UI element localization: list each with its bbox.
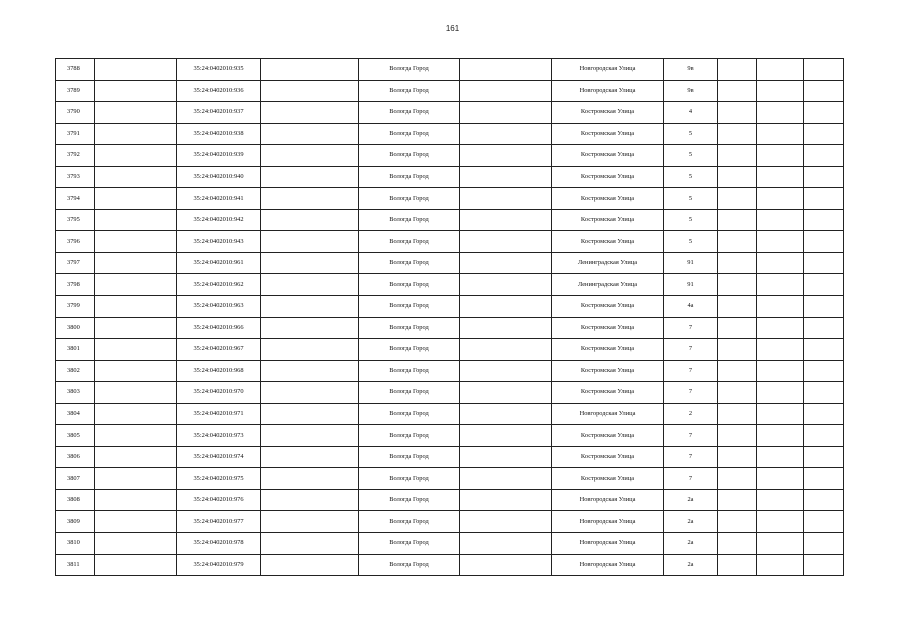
cell-empty [718,296,757,318]
cell-empty [757,360,804,382]
cell-empty [460,59,552,81]
page-number: 161 [445,24,460,33]
cell-empty [718,511,757,533]
cell-empty [757,252,804,274]
cell-house-number: 5 [664,188,718,210]
cell-house-number: 2 [664,403,718,425]
cell-empty [95,80,177,102]
cell-empty [95,59,177,81]
cell-city: Вологда Город [359,317,460,339]
cell-empty [718,80,757,102]
cell-cadastral-number: 35:24:0402010:979 [177,554,261,576]
cell-empty [757,468,804,490]
cell-street: Новгородская Улица [552,59,664,81]
cell-empty [261,145,359,167]
cell-record-number: 3803 [56,382,95,404]
cell-empty [460,382,552,404]
cell-empty [460,80,552,102]
cell-empty [261,382,359,404]
cell-house-number: 7 [664,317,718,339]
cell-empty [261,425,359,447]
table-row [56,166,844,188]
cell-empty [757,425,804,447]
cell-record-number: 3800 [56,317,95,339]
cell-empty [757,296,804,318]
cell-empty [261,209,359,231]
cell-empty [804,252,844,274]
cell-empty [460,188,552,210]
cell-empty [757,446,804,468]
cell-empty [261,80,359,102]
cell-empty [95,554,177,576]
table-row [56,209,844,231]
cell-cadastral-number: 35:24:0402010:962 [177,274,261,296]
cell-empty [460,425,552,447]
cell-empty [261,252,359,274]
cell-empty [718,489,757,511]
cell-empty [95,511,177,533]
cell-cadastral-number: 35:24:0402010:978 [177,533,261,555]
cell-record-number: 3799 [56,296,95,318]
cell-cadastral-number: 35:24:0402010:970 [177,382,261,404]
cell-empty [718,533,757,555]
cell-city: Вологда Город [359,382,460,404]
cell-record-number: 3806 [56,446,95,468]
cell-cadastral-number: 35:24:0402010:973 [177,425,261,447]
cell-house-number: 7 [664,468,718,490]
cell-house-number: 9в [664,59,718,81]
cell-street: Новгородская Улица [552,80,664,102]
table-row [56,425,844,447]
cell-city: Вологда Город [359,252,460,274]
cell-empty [804,533,844,555]
cell-empty [460,231,552,253]
cell-empty [804,425,844,447]
cell-empty [804,296,844,318]
cell-empty [460,166,552,188]
cell-house-number: 4а [664,296,718,318]
cell-empty [757,123,804,145]
cell-empty [718,382,757,404]
cell-cadastral-number: 35:24:0402010:939 [177,145,261,167]
cell-empty [804,123,844,145]
cell-house-number: 2а [664,511,718,533]
cell-empty [95,209,177,231]
cell-cadastral-number: 35:24:0402010:967 [177,339,261,361]
cell-empty [804,446,844,468]
cell-house-number: 91 [664,252,718,274]
cell-empty [757,231,804,253]
cell-empty [95,145,177,167]
cell-empty [261,274,359,296]
cell-city: Вологда Город [359,145,460,167]
cell-empty [261,166,359,188]
cell-record-number: 3794 [56,188,95,210]
cell-house-number: 9в [664,80,718,102]
cell-empty [718,145,757,167]
cell-city: Вологда Город [359,166,460,188]
cell-city: Вологда Город [359,209,460,231]
cell-empty [95,296,177,318]
cell-cadastral-number: 35:24:0402010:971 [177,403,261,425]
cell-empty [757,166,804,188]
cell-empty [804,59,844,81]
cell-empty [261,360,359,382]
cell-empty [718,188,757,210]
cell-empty [261,446,359,468]
cell-empty [757,511,804,533]
cell-empty [757,209,804,231]
cell-empty [718,554,757,576]
cell-empty [261,468,359,490]
cell-street: Костромская Улица [552,446,664,468]
cell-empty [460,145,552,167]
cell-empty [804,511,844,533]
cell-street: Костромская Улица [552,123,664,145]
cell-empty [261,511,359,533]
cell-empty [757,317,804,339]
cell-house-number: 5 [664,145,718,167]
cell-empty [718,123,757,145]
cell-empty [718,102,757,124]
cell-empty [261,317,359,339]
cell-empty [718,446,757,468]
cell-street: Ленинградская Улица [552,274,664,296]
cell-empty [95,252,177,274]
cell-house-number: 2а [664,533,718,555]
cell-empty [95,533,177,555]
cell-cadastral-number: 35:24:0402010:966 [177,317,261,339]
cell-street: Новгородская Улица [552,511,664,533]
cell-empty [804,166,844,188]
cell-cadastral-number: 35:24:0402010:968 [177,360,261,382]
cell-city: Вологда Город [359,489,460,511]
cell-city: Вологда Город [359,59,460,81]
table-row [56,533,844,555]
cell-empty [718,317,757,339]
cell-cadastral-number: 35:24:0402010:975 [177,468,261,490]
cell-house-number: 5 [664,231,718,253]
cell-street: Костромская Улица [552,360,664,382]
cell-house-number: 91 [664,274,718,296]
cell-empty [261,296,359,318]
cell-cadastral-number: 35:24:0402010:942 [177,209,261,231]
cell-house-number: 5 [664,166,718,188]
cell-empty [95,468,177,490]
cell-empty [95,446,177,468]
cell-street: Костромская Улица [552,425,664,447]
cell-empty [95,425,177,447]
cell-house-number: 7 [664,382,718,404]
cell-cadastral-number: 35:24:0402010:943 [177,231,261,253]
cell-city: Вологда Город [359,188,460,210]
cell-empty [757,489,804,511]
table-row [56,231,844,253]
cell-empty [757,274,804,296]
cell-empty [718,425,757,447]
cell-street: Новгородская Улица [552,533,664,555]
cell-empty [460,317,552,339]
table-row [56,446,844,468]
cell-street: Новгородская Улица [552,554,664,576]
cell-street: Костромская Улица [552,339,664,361]
cell-empty [460,554,552,576]
cell-empty [460,403,552,425]
cell-empty [804,102,844,124]
cell-empty [261,123,359,145]
cell-cadastral-number: 35:24:0402010:974 [177,446,261,468]
registry-table [55,58,844,576]
cell-street: Костромская Улица [552,382,664,404]
cell-empty [460,123,552,145]
cell-empty [757,382,804,404]
cell-record-number: 3795 [56,209,95,231]
table-row [56,382,844,404]
cell-house-number: 4 [664,102,718,124]
cell-empty [261,339,359,361]
cell-empty [804,554,844,576]
cell-empty [261,231,359,253]
table-row [56,511,844,533]
cell-house-number: 2а [664,489,718,511]
cell-record-number: 3797 [56,252,95,274]
table-row [56,80,844,102]
cell-cadastral-number: 35:24:0402010:940 [177,166,261,188]
cell-empty [261,188,359,210]
cell-street: Костромская Улица [552,231,664,253]
cell-city: Вологда Город [359,533,460,555]
cell-cadastral-number: 35:24:0402010:936 [177,80,261,102]
cell-city: Вологда Город [359,339,460,361]
cell-empty [460,102,552,124]
cell-record-number: 3788 [56,59,95,81]
cell-city: Вологда Город [359,554,460,576]
cell-house-number: 5 [664,123,718,145]
cell-empty [804,188,844,210]
cell-record-number: 3792 [56,145,95,167]
cell-house-number: 7 [664,446,718,468]
cell-empty [261,533,359,555]
cell-city: Вологда Город [359,446,460,468]
cell-street: Костромская Улица [552,145,664,167]
table-row [56,188,844,210]
cell-empty [460,339,552,361]
cell-empty [804,382,844,404]
cell-city: Вологда Город [359,80,460,102]
cell-empty [718,59,757,81]
cell-empty [95,274,177,296]
cell-cadastral-number: 35:24:0402010:963 [177,296,261,318]
cell-empty [718,166,757,188]
cell-record-number: 3804 [56,403,95,425]
cell-street: Костромская Улица [552,166,664,188]
cell-empty [718,403,757,425]
cell-empty [718,209,757,231]
cell-empty [757,554,804,576]
cell-house-number: 5 [664,209,718,231]
cell-empty [804,80,844,102]
cell-empty [804,145,844,167]
cell-empty [757,403,804,425]
table-row [56,102,844,124]
cell-empty [718,274,757,296]
cell-cadastral-number: 35:24:0402010:937 [177,102,261,124]
cell-record-number: 3808 [56,489,95,511]
cell-empty [804,231,844,253]
cell-house-number: 7 [664,425,718,447]
cell-street: Костромская Улица [552,317,664,339]
cell-record-number: 3807 [56,468,95,490]
cell-cadastral-number: 35:24:0402010:961 [177,252,261,274]
cell-empty [95,339,177,361]
cell-city: Вологда Город [359,360,460,382]
cell-empty [718,468,757,490]
table-row [56,317,844,339]
cell-empty [757,80,804,102]
cell-city: Вологда Город [359,511,460,533]
cell-empty [95,123,177,145]
cell-empty [757,59,804,81]
cell-record-number: 3796 [56,231,95,253]
cell-record-number: 3811 [56,554,95,576]
cell-empty [95,403,177,425]
cell-empty [460,252,552,274]
cell-house-number: 7 [664,339,718,361]
cell-city: Вологда Город [359,123,460,145]
table-row [56,274,844,296]
cell-empty [460,489,552,511]
cell-empty [804,209,844,231]
cell-street: Костромская Улица [552,188,664,210]
cell-empty [757,102,804,124]
cell-empty [460,360,552,382]
cell-empty [718,252,757,274]
table-row [56,554,844,576]
cell-empty [95,317,177,339]
table-row [56,59,844,81]
cell-city: Вологда Город [359,231,460,253]
cell-empty [460,296,552,318]
cell-cadastral-number: 35:24:0402010:941 [177,188,261,210]
cell-street: Ленинградская Улица [552,252,664,274]
cell-empty [261,102,359,124]
table-row [56,360,844,382]
cell-empty [460,533,552,555]
cell-city: Вологда Город [359,274,460,296]
cell-house-number: 7 [664,360,718,382]
cell-empty [718,360,757,382]
cell-empty [95,166,177,188]
cell-empty [757,145,804,167]
cell-empty [95,360,177,382]
cell-empty [460,446,552,468]
cell-empty [261,403,359,425]
cell-empty [95,188,177,210]
cell-empty [261,489,359,511]
table-row [56,123,844,145]
cell-city: Вологда Город [359,102,460,124]
cell-record-number: 3790 [56,102,95,124]
cell-empty [804,360,844,382]
cell-empty [804,317,844,339]
cell-city: Вологда Город [359,425,460,447]
cell-street: Новгородская Улица [552,489,664,511]
cell-cadastral-number: 35:24:0402010:935 [177,59,261,81]
registry-table-body [56,59,844,576]
cell-empty [95,102,177,124]
cell-empty [804,339,844,361]
table-row [56,296,844,318]
table-row [56,403,844,425]
cell-street: Новгородская Улица [552,403,664,425]
cell-empty [804,468,844,490]
cell-empty [95,489,177,511]
cell-street: Костромская Улица [552,296,664,318]
cell-city: Вологда Город [359,296,460,318]
cell-cadastral-number: 35:24:0402010:976 [177,489,261,511]
cell-empty [460,209,552,231]
cell-record-number: 3810 [56,533,95,555]
table-row [56,489,844,511]
cell-cadastral-number: 35:24:0402010:977 [177,511,261,533]
cell-empty [95,382,177,404]
cell-record-number: 3801 [56,339,95,361]
cell-empty [261,59,359,81]
table-row [56,468,844,490]
table-row [56,145,844,167]
cell-record-number: 3791 [56,123,95,145]
table-row [56,339,844,361]
cell-house-number: 2а [664,554,718,576]
cell-empty [95,231,177,253]
cell-empty [718,231,757,253]
cell-empty [460,468,552,490]
cell-empty [261,554,359,576]
cell-empty [757,533,804,555]
cell-empty [460,511,552,533]
table-row [56,252,844,274]
cell-empty [804,489,844,511]
cell-empty [804,403,844,425]
cell-record-number: 3805 [56,425,95,447]
cell-empty [460,274,552,296]
cell-record-number: 3789 [56,80,95,102]
cell-city: Вологда Город [359,468,460,490]
cell-cadastral-number: 35:24:0402010:938 [177,123,261,145]
cell-empty [804,274,844,296]
cell-street: Костромская Улица [552,468,664,490]
cell-empty [718,339,757,361]
cell-empty [757,339,804,361]
cell-street: Костромская Улица [552,209,664,231]
cell-record-number: 3798 [56,274,95,296]
cell-street: Костромская Улица [552,102,664,124]
cell-city: Вологда Город [359,403,460,425]
cell-record-number: 3793 [56,166,95,188]
cell-record-number: 3809 [56,511,95,533]
cell-record-number: 3802 [56,360,95,382]
cell-empty [757,188,804,210]
